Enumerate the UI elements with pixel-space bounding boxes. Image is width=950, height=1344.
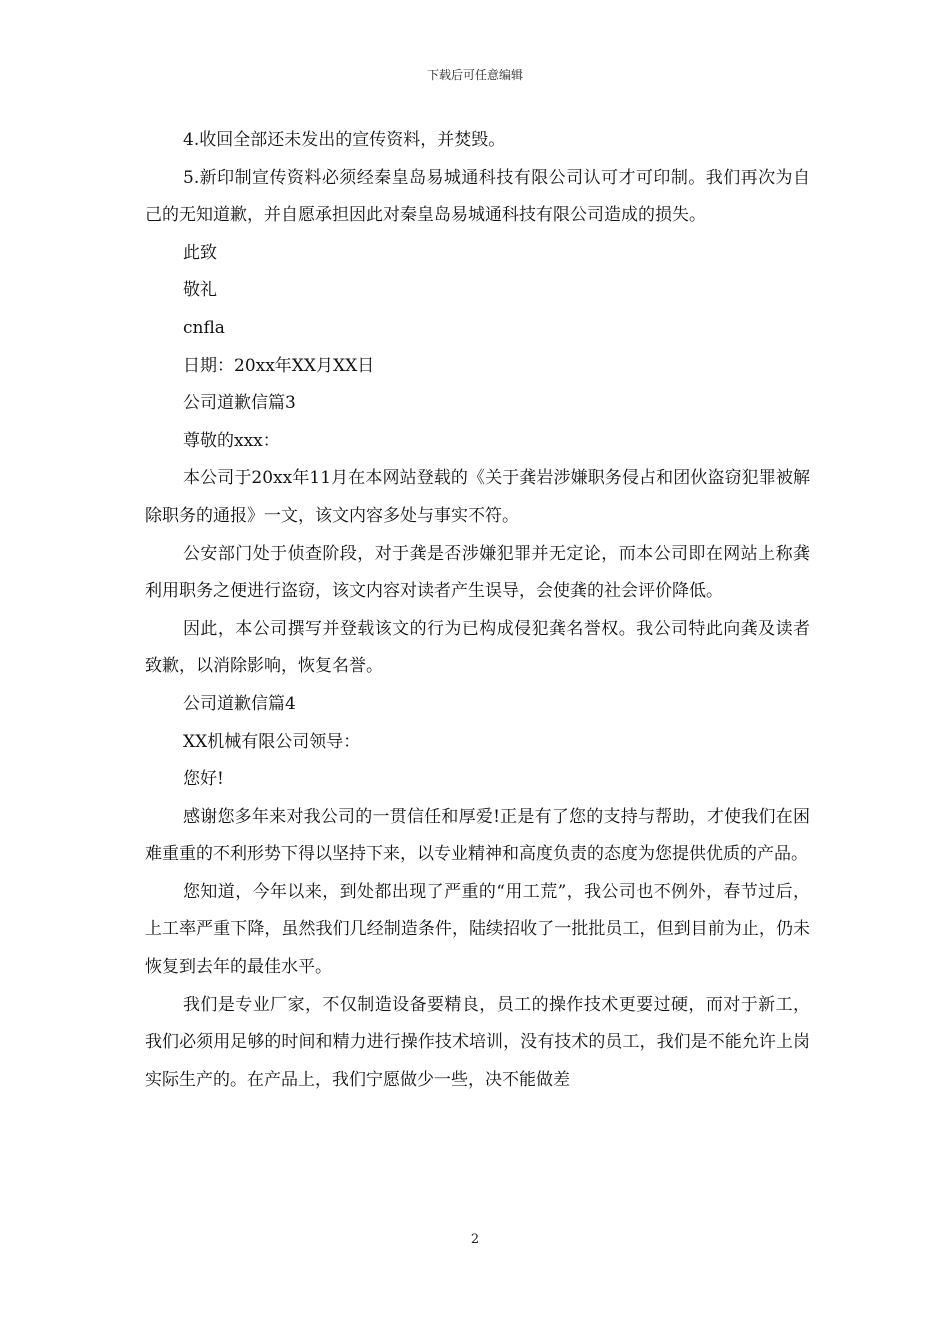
page-number: 2 [470,1232,480,1247]
paragraph: 感谢您多年来对我公司的一贯信任和厚爱!正是有了您的支持与帮助，才使我们在困难重重的不利形势下得以坚持下来，以专业精神和高度负责的态度为您提供优质的产品。 [145,806,810,865]
greeting: XX机械有限公司领导： [183,731,361,752]
paragraph: 4.收回全部还未发出的宣传资料，并焚毁。 [183,130,506,150]
greeting: 您好! [183,769,224,790]
greeting: 尊敬的xxx： [183,430,280,451]
paragraph: 5.新印制宣传资料必须经秦皇岛易城通科技有限公司认可才可印制。我们再次为自己的无知道歉，并自愿承担因此对秦皇岛易城通科技有限公司造成的损失。 [145,167,810,226]
page-header: 下载后可任意编辑 [426,68,523,82]
paragraph: 因此，本公司撰写并登载该文的行为已构成侵犯龚名誉权。我公司特此向龚及读者致歉，以消除影响，恢复名誉。 [145,618,810,677]
paragraph: 我们是专业厂家，不仅制造设备要精良，员工的操作技术更要过硬，而对于新工，我们必须用足够的时间和精力进行操作技术培训，没有技术的员工，我们是不能允许上岗实际生产的。在产品上，我们宁愿做少一些，决不能做差 [145,994,810,1090]
paragraph: 您知道，今年以来，到处都出现了严重的“用工荒”，我公司也不例外，春节过后，上工率严重下降，虽然我们几经制造条件，陆续招收了一批批员工，但到目前为止，仍未恢复到去年的最佳水平。 [145,881,810,978]
closing-salutation: 此致 [183,242,217,263]
date-line: 日期：20xx年XX月XX日 [183,355,375,376]
closing-salutation: 敬礼 [183,280,217,301]
section-title: 公司道歉信篇4 [183,693,296,714]
document-body [145,122,810,1099]
signature: cnfla [183,317,225,338]
section-title: 公司道歉信篇3 [183,393,296,414]
paragraph: 公安部门处于侦查阶段，对于龚是否涉嫌犯罪并无定论，而本公司即在网站上称龚利用职务之便进行盗窃，该文内容对读者产生误导，会使龚的社会评价降低。 [145,543,810,602]
paragraph: 本公司于20xx年11月在本网站登载的《关于龚岩涉嫌职务侵占和团伙盗窃犯罪被解除职务的通报》一文，该文内容多处与事实不符。 [145,468,810,526]
